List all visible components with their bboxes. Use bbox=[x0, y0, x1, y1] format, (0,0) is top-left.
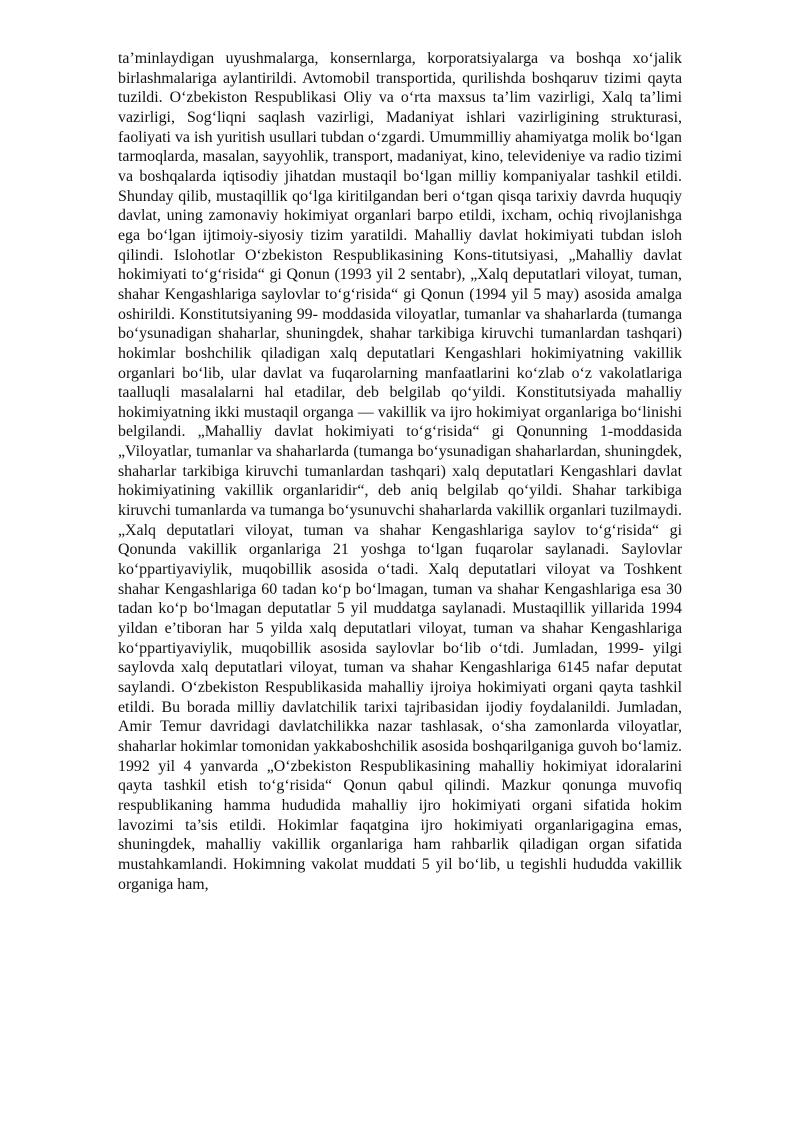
body-paragraph: ta’minlaydigan uyushmalarga, konsernlarga, korporatsiyalarga va boshqa xo‘jalik birlashmalariga aylantirildi. Avtomobil transportida, qurilishda boshqaruv tizimi qayta tuzildi. O‘zbekiston Respublikasi Oliy va o‘rta maxsus ta’lim vazirligi, Xalq ta’limi vazirligi, Sog‘liqni saqlash vazirligi, Madaniyat ishlari vazirligining strukturasi, faoliyati va ish yuritish usullari tubdan o‘zgardi. Umummilliy ahamiyatga molik bo‘lgan tarmoqlarda, masalan, sayyohlik, transport, madaniyat, kino, televideniye va radio tizimi va boshqalarda iqtisodiy jihatdan mustaqil bo‘lgan milliy kompaniyalar tashkil etildi. Shunday qilib, mustaqillik qo‘lga kiritilgandan beri o‘tgan qisqa tarixiy davrda huquqiy davlat, uning zamonaviy hokimiyat organlari barpo etildi, ixcham, ochiq rivojlanishga ega bo‘lgan ijtimoiy-siyosiy tizim yaratildi. Mahalliy davlat hokimiyati tubdan isloh qilindi. Islohotlar O‘zbekiston Respublikasining Kons-titutsiyasi, „Mahalliy davlat hokimiyati to‘g‘risida“ gi Qonun (1993 yil 2 sentabr), „Xalq deputatlari viloyat, tuman, shahar Kengashlariga saylovlar to‘g‘risida“ gi Qonun (1994 yil 5 may) asosida amalga oshirildi. Konstitutsiyaning 99- moddasida viloyatlar, tumanlar va shaharlarda (tumanga bo‘ysunadigan shaharlar, shuningdek, shahar tarkibiga kiruvchi tumanlardan tashqari) hokimlar boshchilik qiladigan xalq deputatlari Kengashlari hokimiyatning vakillik organlari bo‘lib, ular davlat va fuqarolarning manfaatlarini ko‘zlab o‘z vakolatlariga taalluqli masalalarni hal etadilar, deb belgilab qo‘yildi. Konstitutsiyada mahalliy hokimiyatning ikki mustaqil organga — vakillik va ijro hokimiyat organlariga bo‘linishi belgilandi. „Mahalliy davlat hokimiyati to‘g‘risida“ gi Qonunning 1-moddasida „Viloyatlar, tumanlar va shaharlarda (tumanga bo‘ysunadigan shaharlardan, shuningdek, shaharlar tarkibiga kiruvchi tumanlardan tashqari) xalq deputatlari Kengashlari davlat hokimiyatining vakillik organlaridir“, deb aniq belgilab qo‘yildi. Shahar tarkibiga kiruvchi tumanlarda va tumanga bo‘ysunuvchi shaharlarda vakillik organlari tuzilmaydi. „Xalq deputatlari viloyat, tuman va shahar Kengashlariga saylov to‘g‘risida“ gi Qonunda vakillik organlariga 21 yoshga to‘lgan fuqarolar saylanadi. Saylovlar ko‘ppartiyaviylik, muqobillik asosida o‘tadi. Xalq deputatlari viloyat va Toshkent shahar Kengashlariga 60 tadan ko‘p bo‘lmagan, tuman va shahar Kengashlariga esa 30 tadan ko‘p bo‘lmagan deputatlar 5 yil muddatga saylanadi. Mustaqillik yillarida 1994 yildan e’tiboran har 5 yilda xalq deputatlari viloyat, tuman va shahar Kengashlariga ko‘ppartiyaviylik, muqobillik asosida saylovlar bo‘lib o‘tdi. Jumladan, 1999- yilgi saylovda xalq deputatlari viloyat, tuman va shahar Kengashlariga 6145 nafar deputat saylandi. O‘zbekiston Respublikasida mahalliy ijroiya hokimiyati organi qayta tashkil etildi. Bu borada milliy davlatchilik tarixi tajribasidan ijodiy foydalanildi. Jumladan, Amir Temur davridagi davlatchilikka nazar tashlasak, o‘sha zamonlarda viloyatlar, shaharlar hokimlar tomonidan yakkaboshchilik asosida boshqarilganiga guvoh bo‘lamiz. 1992 yil 4 yanvarda „O‘zbekiston Respublikasining mahalliy hokimiyat idoralarini qayta tashkil etish to‘g‘risida“ Qonun qabul qilindi. Mazkur qonunga muvofiq respublikaning hamma hududida mahalliy ijro hokimiyati organi sifatida hokim lavozimi ta’sis etildi. Hokimlar faqatgina ijro hokimiyati organlarigagina emas, shuningdek, mahalliy vakillik organlariga ham rahbarlik qiladigan organ sifatida mustahkamlandi. Hokimning vakolat muddati 5 yil bo‘lib, u tegishli hududda vakillik organiga ham, bbox=[118, 50, 682, 893]
document-page bbox=[118, 49, 682, 1089]
